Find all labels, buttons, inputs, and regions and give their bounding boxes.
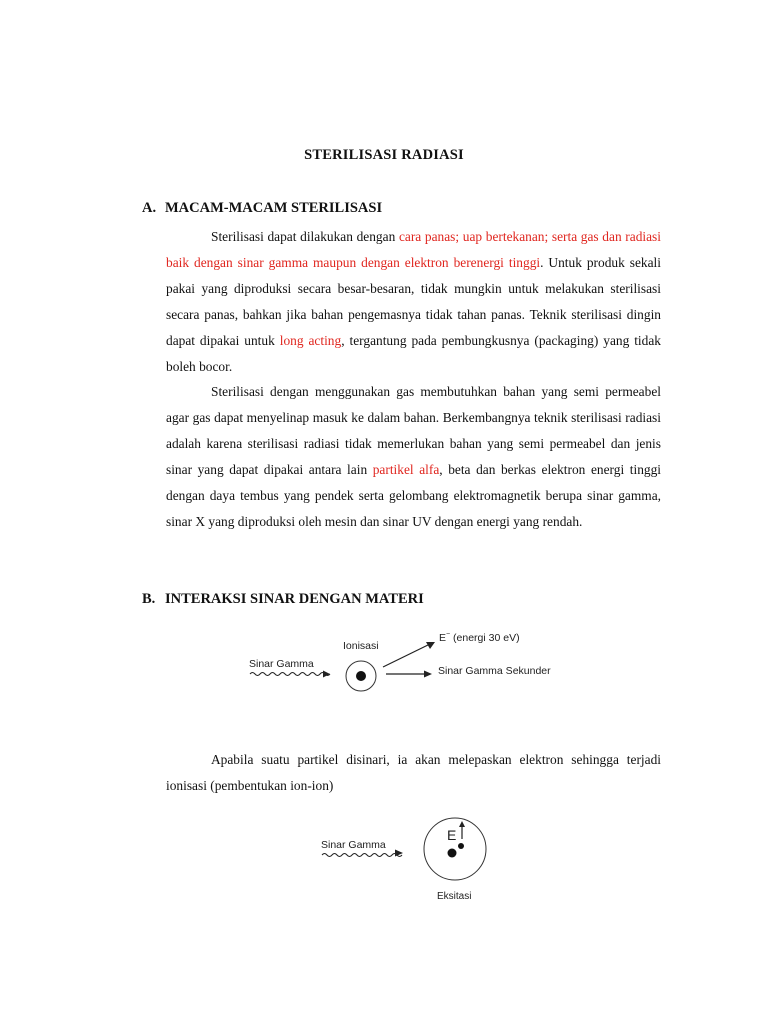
text-run: Sterilisasi dengan menggunakan gas membutuhkan bahan yang semi permeabel agar gas dapat menyelinap masuk ke dalam bahan. Berkembangnya teknik sterilisasi radiasi adalah karena sterilisasi radiasi tidak memerlukan bahan yang semi permeabel dan jenis sinar yang dapat dipakai antara lain (166, 384, 661, 478)
section-a-heading (142, 200, 382, 217)
highlight-partikel-alfa: partikel alfa (372, 462, 440, 478)
diagram1-secondary-label: Sinar Gamma Sekunder (438, 665, 551, 677)
diagram1-process-label: Ionisasi (343, 640, 379, 652)
section-b-letter: B. (142, 591, 156, 607)
section-b-heading (142, 591, 424, 608)
diagram1-electron-label: E− (energi 30 eV) (439, 631, 520, 644)
arrowhead-icon (424, 671, 432, 678)
diagram1-incoming-label: Sinar Gamma (249, 658, 314, 670)
section-a-body (166, 224, 661, 535)
section-b-body (166, 747, 661, 799)
diagram2-caption: Eksitasi (437, 891, 472, 902)
paragraph-2 (166, 379, 661, 534)
text-run: . Untuk produk sekali pakai yang diproduksi secara besar-besaran, tidak mungkin untuk melakukan sterilisasi secara panas, bahkan jika bahan pengemasnya tidak tahan panas. Teknik sterilisasi dingin dapat dipakai untuk (166, 254, 661, 348)
wavy-ray-icon (250, 673, 330, 676)
arrowhead-icon (459, 821, 465, 827)
paragraph-1 (166, 224, 661, 379)
diagram2-incoming-label: Sinar Gamma (321, 839, 386, 851)
ionization-diagram (240, 625, 580, 700)
nucleus-dot-icon (356, 671, 366, 681)
nucleus-dot-icon (448, 849, 457, 858)
arrowhead-icon (323, 671, 330, 678)
text-run: Sterilisasi dapat dilakukan dengan (211, 229, 399, 244)
arrow-line-icon (383, 644, 430, 667)
highlight-long-acting: long acting (279, 332, 342, 348)
electron-dot-icon (458, 843, 464, 849)
page-title: STERILISASI RADIASI (304, 147, 464, 163)
wavy-ray-icon (322, 854, 402, 857)
diagram2-electron-label: E (447, 827, 457, 843)
text-run: , beta dan berkas elektron energi tinggi dengan daya tembus yang pendek serta gelombang elektromagnetik berupa sinar gamma, sinar X yang diproduksi oleh mesin dan sinar UV dengan energi yang rendah. (166, 462, 661, 529)
paragraph-3: Apabila suatu partikel disinari, ia akan melepaskan elektron sehingga terjadi ionisasi (pembentukan ion-ion) (166, 752, 661, 793)
text-run: , tergantung pada pembungkusnya (packaging) yang tidak boleh bocor. (166, 332, 661, 374)
section-a-title: MACAM-MACAM STERILISASI (165, 200, 383, 216)
section-b-title: INTERAKSI SINAR DENGAN MATERI (165, 591, 424, 607)
highlight-sterilization-methods: cara panas; uap bertekanan; serta gas dan radiasi baik dengan sinar gamma maupun dengan elektron berenergi tinggi (166, 229, 661, 270)
excitation-diagram (315, 815, 505, 910)
section-a-letter: A. (142, 200, 157, 216)
